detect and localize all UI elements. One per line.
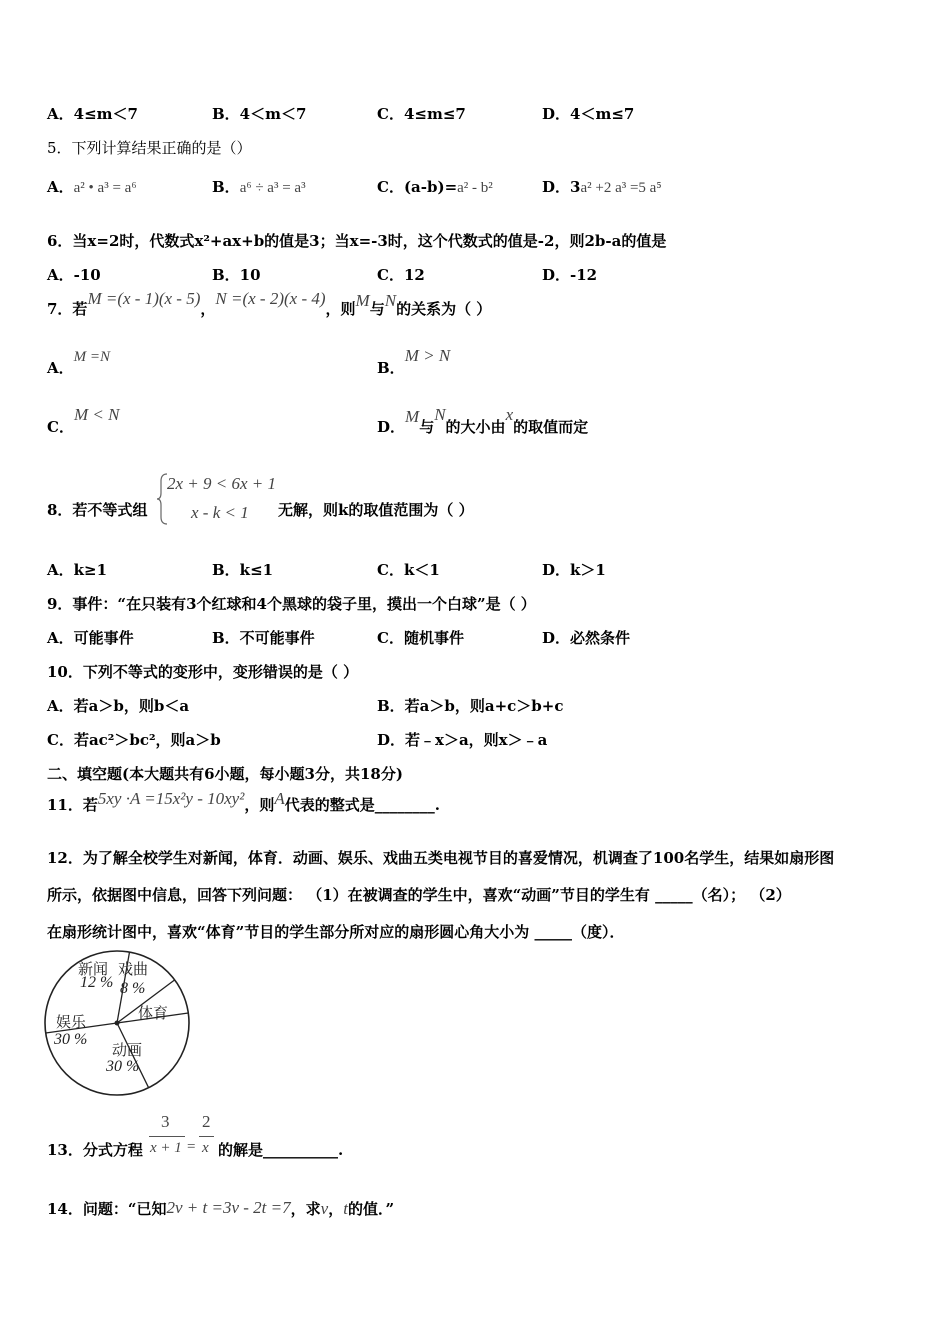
q8-option-b: B．k≤1	[212, 561, 274, 579]
q8-stem-pre: 8．若不等式组	[47, 501, 148, 519]
q7-option-c: C．M < N	[47, 405, 120, 436]
q7-option-d: D．M与N的大小由x的取值而定	[377, 405, 589, 436]
q7-option-a: A．M =N	[47, 349, 111, 377]
q13-fraction-2-bar	[199, 1136, 214, 1137]
pie-pct-news: 12 %	[80, 974, 114, 991]
q11-stem: 11．若5xy ·A =15x²y - 10xy²，则A代表的整式是________.	[47, 789, 440, 814]
q6-option-a: A．-10	[47, 266, 101, 284]
q4-option-c: C．4≤m≤7	[377, 105, 466, 123]
pie-label-sports: 体育	[138, 1004, 169, 1022]
q10-stem: 10．下列不等式的变形中，变形错误的是（ ）	[47, 663, 359, 681]
q6-option-b: B．10	[212, 266, 261, 284]
q10-option-c: C．若ac²＞bc²，则a＞b	[47, 731, 221, 749]
q13-stem-post: 的解是__________.	[218, 1141, 344, 1159]
q13-fraction-1-bar	[149, 1136, 185, 1137]
q13-fraction-2-numerator: 2	[202, 1112, 211, 1131]
q9-option-d: D．必然条件	[542, 629, 631, 647]
q8-option-a: A．k≥1	[47, 561, 108, 579]
q9-option-c: C．随机事件	[377, 629, 464, 647]
pie-pct-opera: 8 %	[120, 980, 146, 997]
q13-fraction-2-denominator: x	[202, 1140, 209, 1156]
q8-inequality-1: 2x + 9 < 6x + 1	[167, 474, 277, 493]
q10-option-b: B．若a＞b，则a+c＞b+c	[377, 697, 564, 715]
q6-stem: 6．当x=2时，代数式x²+ax+b的值是3；当x=-3时，这个代数式的值是-2，则2b-a的值是	[47, 232, 667, 250]
pie-chart	[40, 950, 200, 1100]
q13-fraction-1-numerator: 3	[161, 1112, 170, 1131]
q13-fraction-1-denominator: x + 1	[150, 1140, 182, 1156]
q5-option-d: D．3a² +2 a³ =5 a⁵	[542, 178, 662, 196]
q8-option-c: C．k＜1	[377, 561, 440, 579]
q12-line-2: 所示，依据图中信息，回答下列问题： （1）在被调查的学生中，喜欢“动画”节目的学生有 _____（名）； （2）	[47, 886, 791, 904]
q5-option-c: C．(a-b)=a² - b²	[377, 178, 493, 196]
q9-option-a: A．可能事件	[47, 629, 134, 647]
q4-option-d: D．4＜m≤7	[542, 105, 635, 123]
q10-option-d: D．若﹣x＞a，则x＞﹣a	[377, 731, 548, 749]
q4-option-a: A．4≤m＜7	[47, 105, 138, 123]
q10-option-a: A．若a＞b，则b＜a	[47, 697, 190, 715]
pie-center	[115, 1021, 120, 1026]
q14-stem: 14．问题：“已知2v + t =3v - 2t =7，求v，t的值．”	[47, 1198, 395, 1218]
pie-label-news: 新闻	[78, 960, 109, 978]
pie-pct-animation: 30 %	[106, 1058, 140, 1075]
q9-option-b: B．不可能事件	[212, 629, 315, 647]
q4-option-b: B．4＜m＜7	[212, 105, 307, 123]
q6-option-d: D．-12	[542, 266, 598, 284]
q7-stem: 7．若M =(x - 1)(x - 5)，N =(x - 2)(x - 4)，则M与N的关系为（ ）	[47, 289, 492, 318]
pie-label-animation: 动画	[112, 1041, 143, 1059]
q13-stem-pre: 13．分式方程	[47, 1141, 143, 1159]
pie-label-entertainment: 娱乐	[56, 1013, 87, 1031]
pie-label-opera: 戏曲	[118, 960, 149, 978]
q5-option-a: A．a² • a³ = a⁶	[47, 178, 137, 196]
q6-option-c: C．12	[377, 266, 425, 284]
pie-pct-entertainment: 30 %	[54, 1031, 88, 1048]
q7-option-b: B．M > N	[377, 346, 451, 377]
q8-inequality-2: x - k < 1	[191, 503, 249, 522]
q12-line-1: 12．为了解全校学生对新闻，体育．动画、娱乐、戏曲五类电视节目的喜爱情况，机调查了100名学生，结果如扇形图	[47, 849, 835, 867]
q12-line-3: 在扇形统计图中，喜欢“体育”节目的学生部分所对应的扇形圆心角大小为 _____（度）．	[47, 923, 625, 941]
q8-stem-post: 无解，则k的取值范围为（ ）	[278, 501, 474, 519]
section-2-heading: 二、填空题(本大题共有6小题，每小题3分，共18分)	[47, 765, 403, 783]
q5-option-b: B．a⁶ ÷ a³ = a³	[212, 178, 306, 196]
q8-option-d: D．k＞1	[542, 561, 606, 579]
q13-equals: =	[187, 1139, 196, 1155]
q5-stem: 5．下列计算结果正确的是（）	[47, 139, 252, 157]
q9-stem: 9．事件：“在只装有3个红球和4个黑球的袋子里，摸出一个白球”是（ ）	[47, 595, 536, 613]
